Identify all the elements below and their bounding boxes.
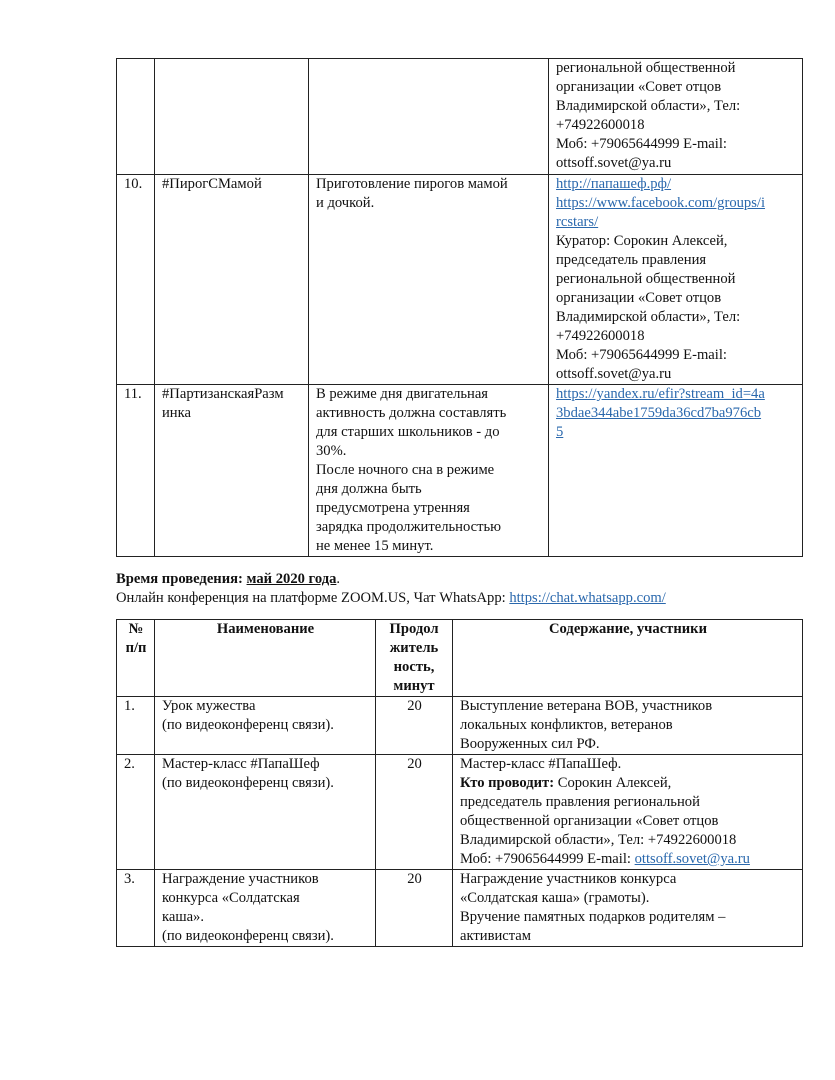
yandex-efir-link[interactable]: https://yandex.ru/efir?stream_id=4a	[556, 386, 765, 402]
yandex-efir-link-end[interactable]: 5	[556, 424, 564, 440]
header-num	[117, 620, 155, 697]
description-line: 30%.	[316, 443, 347, 459]
content-line: активистам	[460, 928, 532, 944]
who-line	[460, 774, 796, 793]
table-header-row	[117, 620, 803, 697]
header-name: Наименование	[155, 620, 376, 697]
facebook-link-cont[interactable]: rcstars/	[556, 214, 599, 230]
contact-line: Владимирской области», Тел:	[556, 309, 741, 325]
event-time-line	[116, 570, 806, 589]
table-row	[117, 870, 803, 947]
mob-text: Моб: +79065644999 E-mail:	[460, 851, 635, 867]
name-line: Награждение участников	[162, 871, 319, 887]
table-row	[117, 697, 803, 755]
description-line: для старших школьников - до	[316, 424, 500, 440]
content-line: Мастер-класс #ПапаШеф.	[460, 756, 622, 772]
description-line: После ночного сна в режиме	[316, 462, 495, 478]
time-label: Время проведения:	[116, 571, 243, 587]
email-link[interactable]: ottsoff.sovet@ya.ru	[634, 851, 750, 867]
contact-line: +74922600018	[556, 328, 645, 344]
schedule-table	[116, 619, 803, 947]
content-cell	[453, 870, 803, 947]
who-label: Кто проводит:	[460, 775, 555, 791]
name-line: Мастер-класс #ПапаШеф	[162, 756, 320, 772]
name-line: Урок мужества	[162, 698, 256, 714]
name-cell	[155, 755, 376, 870]
contact-line: региональной общественной	[556, 271, 736, 287]
conference-text: Онлайн конференция на платформе ZOOM.US, Чат WhatsApp:	[116, 590, 510, 606]
header-duration-line: минут	[393, 678, 435, 694]
name-line: каша».	[162, 909, 205, 925]
table-row	[117, 175, 803, 385]
row-number-cell: 3.	[117, 870, 155, 947]
description-line: дня должна быть	[316, 481, 422, 497]
content-line: «Солдатская каша» (грамоты).	[460, 890, 650, 906]
contact-line: региональной общественной	[556, 60, 736, 76]
contact-line: Владимирской области», Тел:	[556, 98, 741, 114]
content-line: председатель правления региональной	[460, 794, 700, 810]
name-cell	[155, 59, 309, 175]
description-line: не менее 15 минут.	[316, 538, 434, 554]
description-line: зарядка продолжительностью	[316, 519, 502, 535]
contact-line: Моб: +79065644999 E-mail:	[556, 347, 727, 363]
content-line: общественной организации «Совет отцов	[460, 813, 719, 829]
who-text: Сорокин Алексей,	[554, 775, 672, 791]
conference-line	[116, 589, 806, 608]
mob-line	[460, 850, 796, 869]
row-number-cell	[117, 59, 155, 175]
header-num-line: №	[128, 621, 144, 637]
content-line: Выступление ветерана ВОВ, участников	[460, 698, 713, 714]
name-line: (по видеоконференц связи).	[162, 717, 334, 733]
table-row	[117, 755, 803, 870]
header-duration-line: Продол	[389, 621, 439, 637]
content-cell	[453, 697, 803, 755]
content-line: Вручение памятных подарков родителям –	[460, 909, 726, 925]
duration-cell: 20	[376, 697, 453, 755]
name-cell	[155, 385, 309, 557]
contacts-cell	[549, 175, 803, 385]
name-line: (по видеоконференц связи).	[162, 775, 334, 791]
contact-line: ottsoff.sovet@ya.ru	[556, 366, 672, 382]
description-line: Приготовление пирогов мамой	[316, 176, 508, 192]
description-line: и дочкой.	[316, 195, 375, 211]
contact-line: организации «Совет отцов	[556, 290, 722, 306]
row-number-cell: 1.	[117, 697, 155, 755]
description-line: предусмотрена утренняя	[316, 500, 470, 516]
contacts-cell	[549, 59, 803, 175]
description-cell	[309, 175, 549, 385]
table-row	[117, 59, 803, 175]
name-line: (по видеоконференц связи).	[162, 928, 334, 944]
time-suffix: .	[336, 571, 341, 587]
content-line: Вооруженных сил РФ.	[460, 736, 600, 752]
contact-line: Моб: +79065644999 E-mail:	[556, 136, 727, 152]
header-num-line: п/п	[125, 640, 147, 656]
header-duration-line: житель	[389, 640, 439, 656]
papashef-link[interactable]: http://папашеф.рф/	[556, 176, 672, 192]
contact-line: организации «Совет отцов	[556, 79, 722, 95]
description-line: активность должна составлять	[316, 405, 507, 421]
table-row	[117, 385, 803, 557]
name-cell	[155, 697, 376, 755]
name-line: конкурса «Солдатская	[162, 890, 300, 906]
content-line: Награждение участников конкурса	[460, 871, 677, 887]
contacts-cell	[549, 385, 803, 557]
row-number-cell: 2.	[117, 755, 155, 870]
contact-line: председатель правления	[556, 252, 707, 268]
yandex-efir-link-cont[interactable]: 3bdae344abe1759da36cd7ba976cb	[556, 405, 762, 421]
contact-line: +74922600018	[556, 117, 645, 133]
name-cell	[155, 870, 376, 947]
description-cell	[309, 385, 549, 557]
whatsapp-link[interactable]: https://chat.whatsapp.com/	[509, 590, 666, 606]
row-number-cell: 10.	[117, 175, 155, 385]
description-cell	[309, 59, 549, 175]
name-line: #ПартизанскаяРазм	[162, 386, 284, 402]
header-duration	[376, 620, 453, 697]
time-value: май 2020 года	[246, 571, 337, 587]
duration-cell: 20	[376, 755, 453, 870]
contact-line: ottsoff.sovet@ya.ru	[556, 155, 672, 171]
contact-line: Куратор: Сорокин Алексей,	[556, 233, 728, 249]
name-line: инка	[162, 405, 191, 421]
name-cell: #ПирогСМамой	[155, 175, 309, 385]
content-line: локальных конфликтов, ветеранов	[460, 717, 673, 733]
duration-cell: 20	[376, 870, 453, 947]
content-cell	[453, 755, 803, 870]
header-duration-line: ность,	[393, 659, 435, 675]
row-number-cell: 11.	[117, 385, 155, 557]
description-line: В режиме дня двигательная	[316, 386, 489, 402]
header-content: Содержание, участники	[453, 620, 803, 697]
events-table-continued	[116, 58, 803, 557]
content-line: Владимирской области», Тел: +74922600018	[460, 832, 737, 848]
facebook-link[interactable]: https://www.facebook.com/groups/i	[556, 195, 766, 211]
